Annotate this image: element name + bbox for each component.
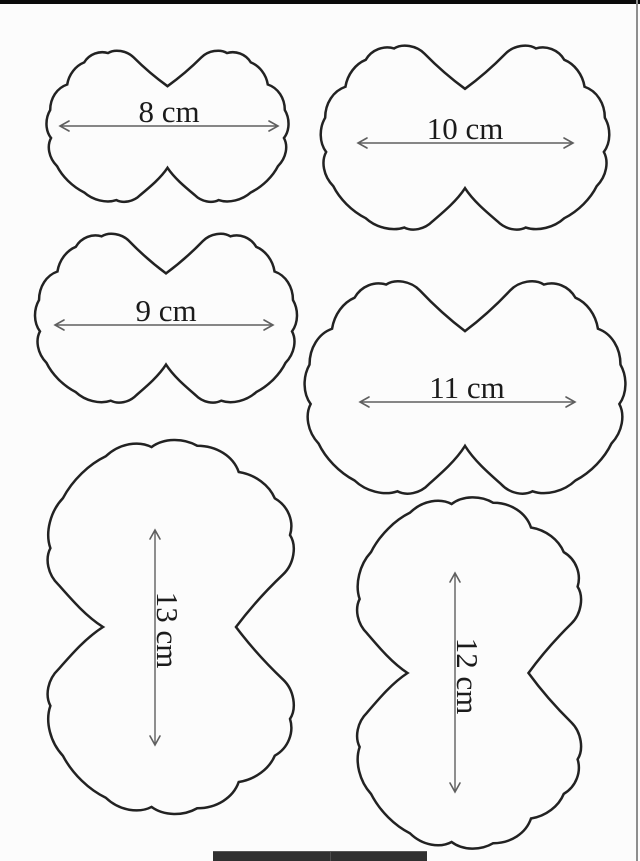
- size-label: 8 cm: [138, 94, 200, 129]
- bow-template-10cm: [313, 35, 617, 242]
- size-label: 13 cm: [150, 591, 185, 669]
- right-border: [636, 0, 638, 861]
- size-label: 12 cm: [450, 637, 485, 715]
- top-border: [0, 0, 640, 4]
- bottom-bar-seam: [330, 852, 331, 861]
- bow-template-8cm: [40, 42, 295, 212]
- bottom-bar: [213, 851, 427, 861]
- bow-template-11cm: [296, 269, 634, 508]
- bow-template-9cm: [28, 224, 304, 414]
- size-label: 9 cm: [135, 293, 197, 328]
- bow-template-13cm: [31, 430, 308, 824]
- bow-template-12cm: [342, 488, 594, 858]
- size-label: 11 cm: [429, 370, 505, 405]
- size-label: 10 cm: [426, 111, 504, 146]
